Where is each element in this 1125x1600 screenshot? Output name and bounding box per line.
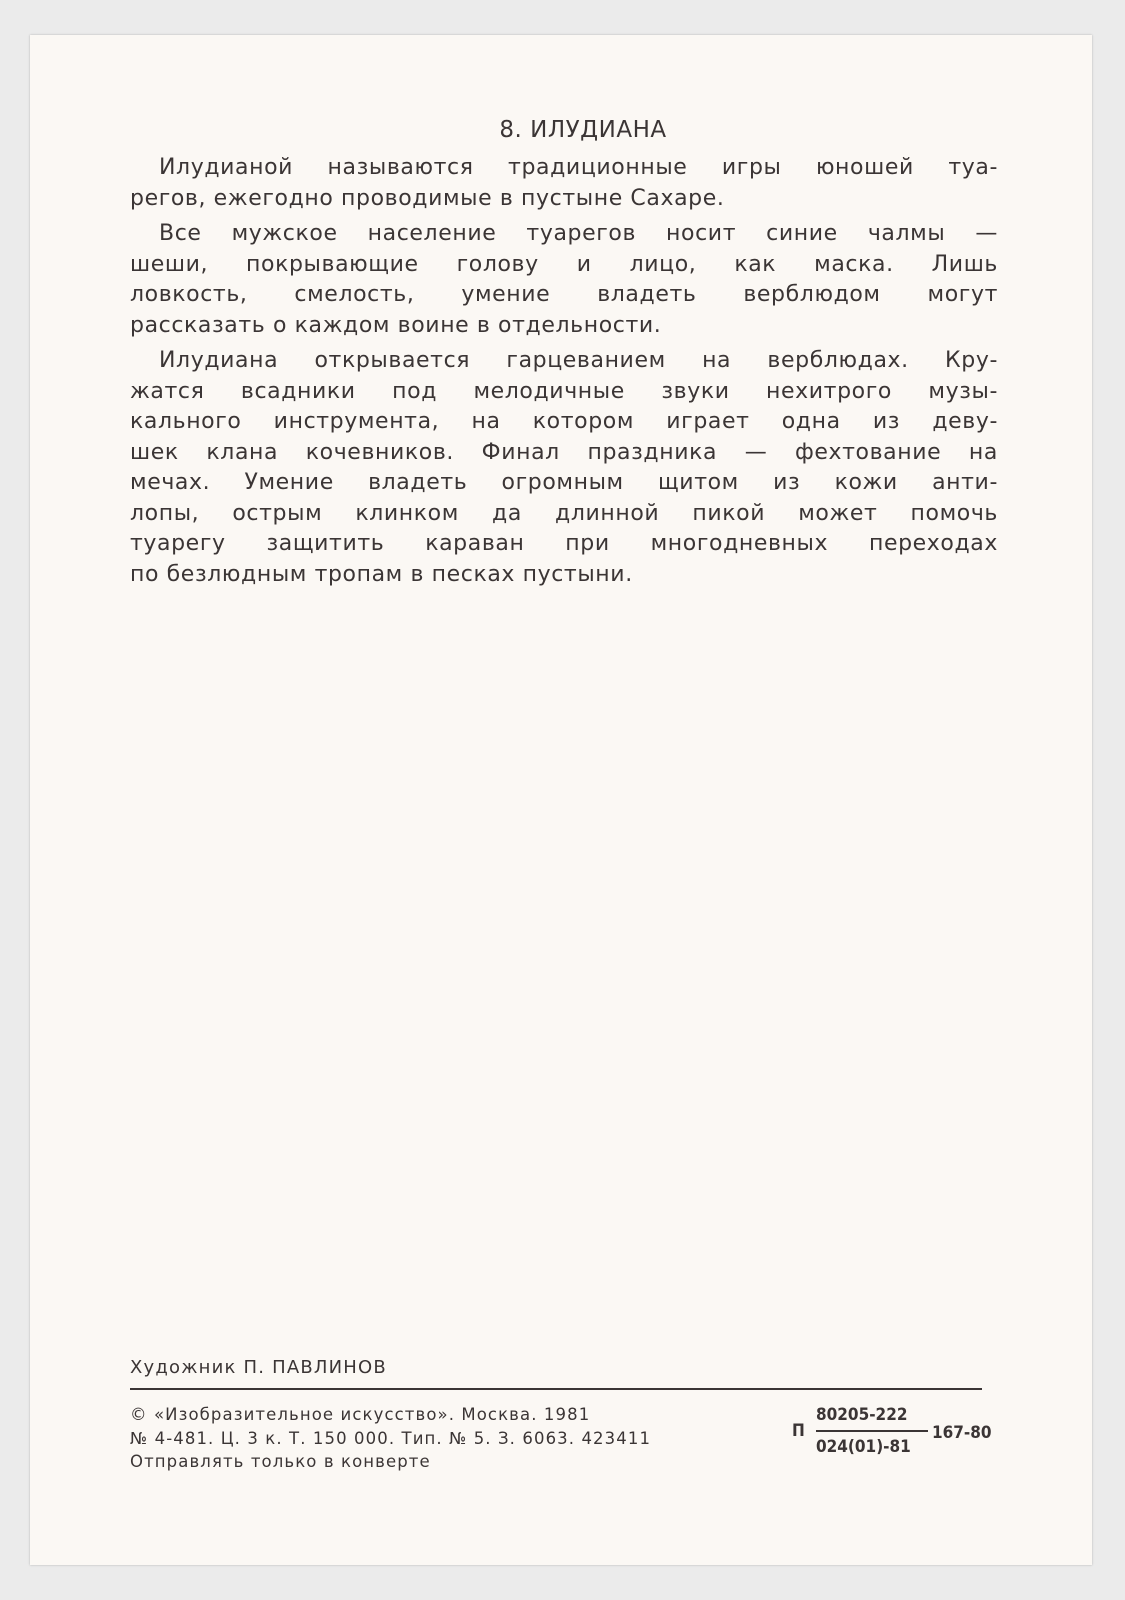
text-line: лопы, острым клинком да длинной пикой может помочь (130, 500, 998, 526)
code-prefix: П (792, 1421, 805, 1441)
artist-credit: Художник П. ПАВЛИНОВ (130, 1357, 387, 1378)
code-suffix: 167-80 (932, 1423, 992, 1443)
text-line: мечах. Умение владеть огромным щитом из кожи анти- (130, 470, 998, 495)
code-denominator: 024(01)-81 (816, 1437, 911, 1457)
page-title: 8. ИЛУДИАНА (499, 117, 667, 143)
divider (130, 1388, 982, 1390)
text-line: Илудианой называются традиционные игры юношей туа- (159, 155, 998, 180)
text-line: регов, ежегодно проводимые в пустыне Сахаре. (130, 185, 725, 211)
text-line: ловкость, смелость, умение владеть верблюдом могут (130, 282, 998, 307)
imprint-line-publisher: © «Изобразительное искусство». Москва. 1981 (130, 1405, 591, 1424)
text-line: Илудиана открывается гарцеванием на верблюдах. Кру- (159, 348, 998, 373)
imprint-line-print-info: № 4-481. Ц. 3 к. Т. 150 000. Тип. № 5. З. 6063. 423411 (130, 1428, 652, 1448)
text-line: жатся всадники под мелодичные звуки нехитрого музы- (130, 378, 998, 404)
publisher-imprint (130, 1403, 651, 1474)
text-line: рассказать о каждом воине в отдельности. (130, 312, 662, 338)
text-line: по безлюдным тропам в песках пустыни. (130, 561, 633, 587)
postcard-back (30, 35, 1092, 1565)
imprint-line-mailing-note: Отправлять только в конверте (130, 1452, 431, 1471)
text-line: шеши, покрывающие голову и лицо, как маска. Лишь (130, 251, 998, 277)
article-body (130, 153, 998, 590)
text-line: туарегу защитить караван при многодневных переходах (130, 531, 998, 556)
code-numerator: 80205-222 (816, 1405, 908, 1425)
fraction-bar (816, 1430, 928, 1432)
text-line: Все мужское население туарегов носит синие чалмы — (159, 221, 998, 246)
text-line: кального инструмента, на котором играет одна из деву- (130, 409, 998, 434)
text-line: шек клана кочевников. Финал праздника — фехтование на (130, 439, 998, 465)
